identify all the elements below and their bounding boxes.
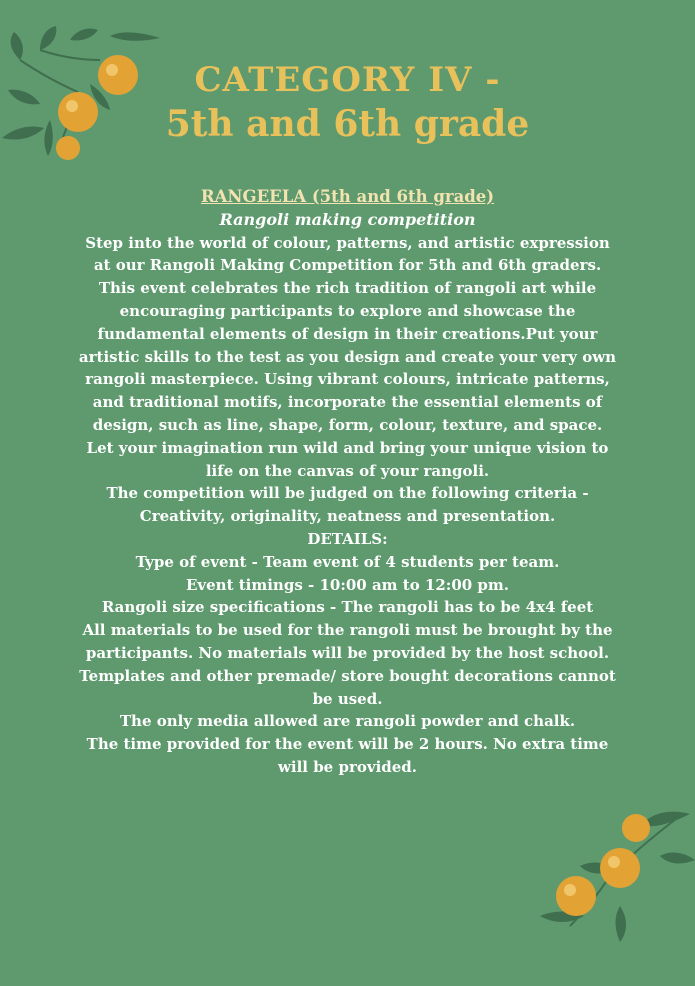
detail-item: Rangoli size specifications - The rangoli has to be 4x4 feet (101, 598, 594, 617)
event-content (78, 186, 617, 779)
details-heading: DETAILS: (307, 529, 388, 548)
event-name: RANGEELA (5th and 6th grade) (200, 187, 495, 206)
event-description: Step into the world of colour, patterns, and artistic expression at our Rangoli Making Competition for 5th and 6th graders. This event celebrates the rich tradition of rangoli art while encouraging participants to explore and showcase the fundamental elements of design in their creations.Put your artistic skills to the test as you design and create your very own rangoli masterpiece. Using vibrant colours, intricate patterns, and traditional motifs, incorporate the essential elements of design, such as line, shape, form, colour, texture, and space. Let your imagination run wild and bring your unique vision to life on the canvas of your rangoli. (78, 233, 617, 480)
grade-title: 5th and 6th grade (165, 103, 530, 145)
event-subtitle: Rangoli making competition (219, 209, 476, 229)
detail-item: All materials to be used for the rangoli must be brought by the participants. No materials will be provided by the host school. (82, 621, 613, 662)
page-title (0, 58, 695, 146)
orange-branch-icon (520, 796, 695, 946)
detail-item: Templates and other premade/ store bought decorations cannot be used. (79, 666, 616, 708)
category-title: CATEGORY IV - (194, 60, 501, 100)
detail-item: The only media allowed are rangoli powder and chalk. (119, 712, 576, 731)
judging-criteria: The competition will be judged on the following criteria - Creativity, originality, neatness and presentation. (106, 484, 589, 526)
detail-item: Event timings - 10:00 am to 12:00 pm. (185, 575, 510, 594)
detail-item: Type of event - Team event of 4 students per team. (135, 552, 560, 571)
detail-item: The time provided for the event will be 2 hours. No extra time will be provided. (86, 735, 609, 776)
